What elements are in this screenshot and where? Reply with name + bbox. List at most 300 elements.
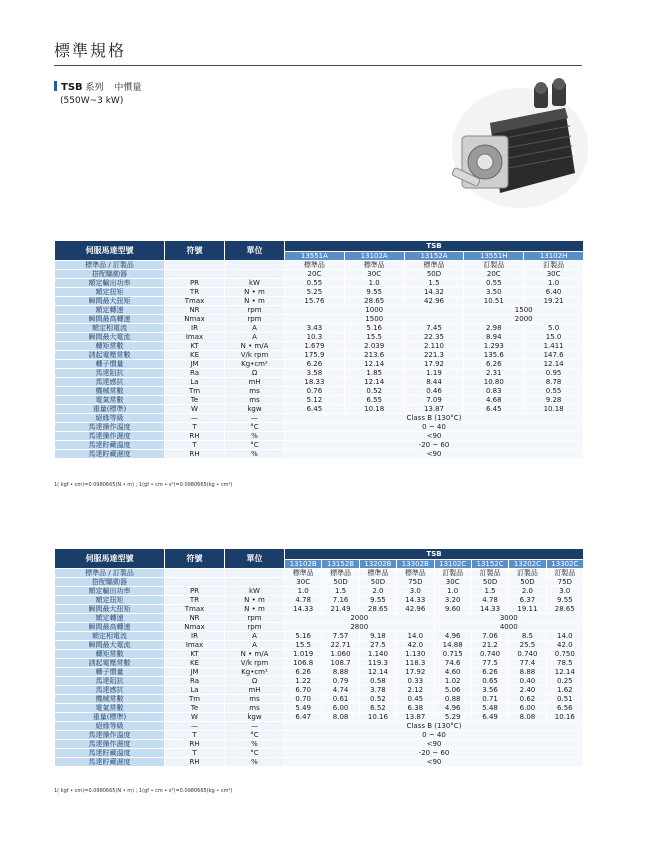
row-label: 瞬間最大扭矩: [55, 297, 165, 306]
series-heading: [54, 80, 141, 106]
model-name: 13102A: [344, 252, 404, 261]
row-symbol: Ra: [165, 369, 225, 378]
row-value: 標準品: [322, 569, 359, 578]
row-value: 1.0: [524, 279, 584, 288]
row-value: 28.65: [546, 605, 583, 614]
row-value: -20 ~ 60: [285, 749, 584, 758]
row-value: 0.58: [359, 677, 396, 686]
row-unit: kW: [225, 587, 285, 596]
row-value: 標準品: [344, 261, 404, 270]
row-value: 30C: [285, 578, 322, 587]
row-value: 6.38: [397, 704, 434, 713]
row-value: 10.16: [359, 713, 396, 722]
page-title: 標準規格: [54, 41, 127, 60]
row-unit: rpm: [225, 614, 285, 623]
row-value: 1500: [464, 306, 584, 315]
spec-row: [55, 270, 584, 279]
row-value: 0.740: [471, 650, 508, 659]
row-value: 0.62: [509, 695, 546, 704]
row-symbol: JM: [165, 360, 225, 369]
row-symbol: [165, 270, 225, 279]
row-label: 重量(標準): [55, 713, 165, 722]
spec-row: [55, 722, 584, 731]
row-symbol: KT: [165, 342, 225, 351]
row-value: 9.55: [359, 596, 396, 605]
series-power-range: (550W~3 kW): [60, 96, 124, 106]
row-value: 6.45: [285, 405, 345, 414]
row-unit: N • m/A: [225, 650, 285, 659]
row-value: 0.55: [524, 387, 584, 396]
row-value: 28.65: [359, 605, 396, 614]
row-value: 0.76: [285, 387, 345, 396]
row-value: 1.5: [322, 587, 359, 596]
row-symbol: Nmax: [165, 315, 225, 324]
row-value: 1.679: [285, 342, 345, 351]
row-unit: —: [225, 414, 285, 423]
row-value: 118.3: [397, 659, 434, 668]
spec-row: [55, 324, 584, 333]
row-value: 2.12: [397, 686, 434, 695]
row-value: 6.40: [524, 288, 584, 297]
row-unit: ms: [225, 387, 285, 396]
row-value: 7.16: [322, 596, 359, 605]
row-value: 1.22: [285, 677, 322, 686]
row-unit: A: [225, 641, 285, 650]
row-symbol: T: [165, 749, 225, 758]
row-value: 0.55: [464, 279, 524, 288]
row-value: 1.140: [359, 650, 396, 659]
row-value: 9.55: [344, 288, 404, 297]
row-value: 5.49: [285, 704, 322, 713]
row-value: 0 ~ 40: [285, 423, 584, 432]
row-symbol: W: [165, 713, 225, 722]
row-value: 1.0: [434, 587, 471, 596]
row-value: 12.14: [344, 378, 404, 387]
row-value: 0.740: [509, 650, 546, 659]
model-name: 13102H: [524, 252, 584, 261]
row-symbol: TR: [165, 288, 225, 297]
spec-row: [55, 315, 584, 324]
row-value: 0.40: [509, 677, 546, 686]
header-group-label: TSB: [285, 241, 584, 252]
row-unit: ms: [225, 695, 285, 704]
row-value: 8.44: [404, 378, 464, 387]
spec-row: [55, 569, 584, 578]
row-value: 6.26: [464, 360, 524, 369]
spec-row: [55, 740, 584, 749]
row-label: 絕緣等級: [55, 722, 165, 731]
row-label: 搭配驅動器: [55, 270, 165, 279]
spec-row: [55, 731, 584, 740]
row-value: 50D: [322, 578, 359, 587]
row-value: 5.06: [434, 686, 471, 695]
row-value: 3.58: [285, 369, 345, 378]
row-value: 0.88: [434, 695, 471, 704]
row-value: Class B (130°C): [285, 414, 584, 423]
spec-row: [55, 686, 584, 695]
row-value: 0.95: [524, 369, 584, 378]
row-symbol: Tm: [165, 695, 225, 704]
spec-row: [55, 605, 584, 614]
row-value: 標準品: [404, 261, 464, 270]
row-label: 機械常數: [55, 695, 165, 704]
row-value: 0.750: [546, 650, 583, 659]
row-value: 6.56: [546, 704, 583, 713]
row-unit: °C: [225, 441, 285, 450]
row-symbol: RH: [165, 740, 225, 749]
row-value: 5.48: [471, 704, 508, 713]
spec-row: [55, 713, 584, 722]
row-value: 0.71: [471, 695, 508, 704]
row-unit: —: [225, 722, 285, 731]
row-value: 0.52: [359, 695, 396, 704]
model-name: 13102B: [285, 560, 322, 569]
model-name: 13302C: [546, 560, 583, 569]
row-symbol: Imax: [165, 333, 225, 342]
row-value: 135.6: [464, 351, 524, 360]
row-symbol: Te: [165, 704, 225, 713]
row-unit: N • m: [225, 288, 285, 297]
row-label: 瞬間最大電流: [55, 333, 165, 342]
row-symbol: [165, 578, 225, 587]
row-value: 4000: [434, 623, 584, 632]
row-value: 1.130: [397, 650, 434, 659]
row-value: 175.9: [285, 351, 345, 360]
row-symbol: T: [165, 731, 225, 740]
page-header: [54, 38, 582, 66]
row-value: 4.96: [434, 632, 471, 641]
row-value: 50D: [359, 578, 396, 587]
row-value: 6.55: [344, 396, 404, 405]
row-unit: [225, 578, 285, 587]
header-model-label: 伺服馬達型號: [55, 549, 165, 569]
row-symbol: [165, 569, 225, 578]
row-value: 3.78: [359, 686, 396, 695]
row-value: 標準品: [285, 569, 322, 578]
row-value: 6.26: [285, 360, 345, 369]
row-label: 瞬間最高轉速: [55, 623, 165, 632]
row-value: 2.0: [509, 587, 546, 596]
row-value: 0.45: [397, 695, 434, 704]
row-symbol: Tm: [165, 387, 225, 396]
row-value: 12.14: [546, 668, 583, 677]
row-value: 7.57: [322, 632, 359, 641]
row-unit: %: [225, 758, 285, 767]
spec-row: [55, 650, 584, 659]
row-value: 3000: [434, 614, 584, 623]
row-value: 訂製品: [471, 569, 508, 578]
row-unit: rpm: [225, 315, 285, 324]
row-value: 8.5: [509, 632, 546, 641]
row-value: 6.47: [285, 713, 322, 722]
row-unit: A: [225, 333, 285, 342]
row-value: 1.85: [344, 369, 404, 378]
row-symbol: PR: [165, 587, 225, 596]
row-value: 50D: [404, 270, 464, 279]
row-label: 搭配驅動器: [55, 578, 165, 587]
row-value: 14.33: [471, 605, 508, 614]
row-value: 4.78: [285, 596, 322, 605]
row-value: <90: [285, 758, 584, 767]
row-value: 30C: [434, 578, 471, 587]
row-unit: A: [225, 324, 285, 333]
row-value: 1.060: [322, 650, 359, 659]
row-value: 42.96: [404, 297, 464, 306]
row-value: 19.21: [524, 297, 584, 306]
row-symbol: KE: [165, 659, 225, 668]
row-value: 42.0: [546, 641, 583, 650]
row-value: 25.5: [509, 641, 546, 650]
row-value: 1.293: [464, 342, 524, 351]
row-symbol: IR: [165, 632, 225, 641]
row-value: 0.25: [546, 677, 583, 686]
row-unit: %: [225, 450, 285, 459]
row-value: 0.51: [546, 695, 583, 704]
unit-footnote-1: 1( kgf • cm)=0.0980665(N • m) ; 1(gf • cm • s²)=0.0980665(kg • cm²): [54, 482, 233, 488]
row-value: 1.5: [404, 279, 464, 288]
model-name: 13551A: [285, 252, 345, 261]
spec-row: [55, 387, 584, 396]
servo-motor-image: [450, 78, 590, 218]
spec-row: [55, 749, 584, 758]
spec-row: [55, 423, 584, 432]
row-value: 18.33: [285, 378, 345, 387]
row-symbol: T: [165, 441, 225, 450]
row-value: 42.96: [397, 605, 434, 614]
row-value: 2.110: [404, 342, 464, 351]
row-label: 馬達操作溫度: [55, 423, 165, 432]
row-label: 馬達感抗: [55, 686, 165, 695]
row-unit: V/k rpm: [225, 659, 285, 668]
row-label: 標準品 / 訂製品: [55, 569, 165, 578]
row-value: 6.45: [464, 405, 524, 414]
row-symbol: Ra: [165, 677, 225, 686]
row-value: 2.31: [464, 369, 524, 378]
row-value: 10.16: [546, 713, 583, 722]
row-symbol: RH: [165, 450, 225, 459]
row-label: 馬達貯藏溫度: [55, 749, 165, 758]
row-value: 30C: [524, 270, 584, 279]
row-value: 1.0: [285, 587, 322, 596]
spec-row: [55, 758, 584, 767]
spec-row: [55, 432, 584, 441]
spec-row: [55, 596, 584, 605]
row-value: 10.18: [344, 405, 404, 414]
header-group-label: TSB: [285, 549, 584, 560]
row-symbol: RH: [165, 758, 225, 767]
row-value: Class B (130°C): [285, 722, 584, 731]
row-value: 訂製品: [546, 569, 583, 578]
row-value: 20C: [464, 270, 524, 279]
row-value: 2800: [285, 623, 435, 632]
row-value: 75D: [546, 578, 583, 587]
row-symbol: Te: [165, 396, 225, 405]
row-symbol: NR: [165, 306, 225, 315]
row-symbol: TR: [165, 596, 225, 605]
row-value: 1500: [285, 315, 464, 324]
row-unit: Ω: [225, 677, 285, 686]
model-name: 13202C: [509, 560, 546, 569]
row-value: 標準品: [285, 261, 345, 270]
model-name: 13551H: [464, 252, 524, 261]
row-value: 74.6: [434, 659, 471, 668]
row-value: 5.29: [434, 713, 471, 722]
row-value: 4.60: [434, 668, 471, 677]
row-value: 0.83: [464, 387, 524, 396]
row-value: 28.65: [344, 297, 404, 306]
row-value: 14.0: [397, 632, 434, 641]
row-label: 額定相電流: [55, 632, 165, 641]
row-value: 14.32: [404, 288, 464, 297]
row-value: 14.88: [434, 641, 471, 650]
row-value: 10.18: [524, 405, 584, 414]
spec-row: [55, 578, 584, 587]
row-unit: Ω: [225, 369, 285, 378]
spec-row: [55, 441, 584, 450]
row-label: 電氣常數: [55, 704, 165, 713]
row-value: 3.0: [546, 587, 583, 596]
row-value: 1.019: [285, 650, 322, 659]
header-unit-label: 單位: [225, 549, 285, 569]
row-unit: Kg•cm²: [225, 668, 285, 677]
row-unit: kgw: [225, 405, 285, 414]
row-unit: ms: [225, 396, 285, 405]
row-label: 額定扭矩: [55, 288, 165, 297]
row-label: 轉子慣量: [55, 360, 165, 369]
spec-row: [55, 297, 584, 306]
row-unit: rpm: [225, 306, 285, 315]
row-symbol: —: [165, 414, 225, 423]
row-unit: N • m: [225, 596, 285, 605]
row-value: 標準品: [359, 569, 396, 578]
row-label: 轉子慣量: [55, 668, 165, 677]
row-value: 21.2: [471, 641, 508, 650]
row-value: 7.09: [404, 396, 464, 405]
model-name: 13152A: [404, 252, 464, 261]
row-label: 馬達貯藏濕度: [55, 758, 165, 767]
series-inertia: 中慣量: [114, 83, 142, 93]
row-label: 重量(標準): [55, 405, 165, 414]
row-unit: %: [225, 432, 285, 441]
row-value: 2.039: [344, 342, 404, 351]
row-value: 77.4: [509, 659, 546, 668]
row-value: 0.79: [322, 677, 359, 686]
row-value: 108.7: [322, 659, 359, 668]
row-symbol: KT: [165, 650, 225, 659]
spec-row: [55, 342, 584, 351]
row-value: 78.5: [546, 659, 583, 668]
spec-row: [55, 623, 584, 632]
spec-row: [55, 369, 584, 378]
row-value: 訂製品: [524, 261, 584, 270]
header-symbol-label: 符號: [165, 549, 225, 569]
spec-table-1: [54, 240, 584, 459]
row-value: 1.19: [404, 369, 464, 378]
row-value: 3.0: [397, 587, 434, 596]
row-symbol: PR: [165, 279, 225, 288]
row-value: 1.411: [524, 342, 584, 351]
row-value: 7.06: [471, 632, 508, 641]
row-unit: ms: [225, 704, 285, 713]
row-value: 6.49: [471, 713, 508, 722]
row-symbol: T: [165, 423, 225, 432]
row-value: 12.14: [344, 360, 404, 369]
spec-row: [55, 587, 584, 596]
row-value: 0.46: [404, 387, 464, 396]
model-name: 13202B: [359, 560, 396, 569]
model-name: 13152C: [471, 560, 508, 569]
row-value: 訂製品: [509, 569, 546, 578]
row-value: 3.50: [464, 288, 524, 297]
row-value: 1.02: [434, 677, 471, 686]
header-unit-label: 單位: [225, 241, 285, 261]
row-value: 9.28: [524, 396, 584, 405]
row-value: 15.5: [344, 333, 404, 342]
row-value: 3.20: [434, 596, 471, 605]
row-value: 13.87: [404, 405, 464, 414]
spec-row: [55, 306, 584, 315]
spec-row: [55, 414, 584, 423]
spec-row: [55, 405, 584, 414]
row-value: 6.52: [359, 704, 396, 713]
row-symbol: Tmax: [165, 605, 225, 614]
row-value: 17.92: [404, 360, 464, 369]
row-label: 電氣常數: [55, 396, 165, 405]
row-value: 4.68: [464, 396, 524, 405]
row-value: 6.26: [285, 668, 322, 677]
row-unit: [225, 261, 285, 270]
row-value: 5.16: [344, 324, 404, 333]
row-symbol: JM: [165, 668, 225, 677]
row-value: 5.12: [285, 396, 345, 405]
row-symbol: La: [165, 686, 225, 695]
row-value: 9.55: [546, 596, 583, 605]
row-value: 0 ~ 40: [285, 731, 584, 740]
row-symbol: —: [165, 722, 225, 731]
row-value: 1.5: [471, 587, 508, 596]
row-value: 22.35: [404, 333, 464, 342]
row-value: 221.3: [404, 351, 464, 360]
row-value: 訂製品: [434, 569, 471, 578]
row-value: 3.56: [471, 686, 508, 695]
row-label: 瞬間最大電流: [55, 641, 165, 650]
spec-row: [55, 288, 584, 297]
row-unit: V/k rpm: [225, 351, 285, 360]
series-marker: [54, 81, 57, 91]
row-symbol: W: [165, 405, 225, 414]
row-label: 馬達貯藏溫度: [55, 441, 165, 450]
row-symbol: [165, 261, 225, 270]
row-label: 馬達阻抗: [55, 369, 165, 378]
row-symbol: IR: [165, 324, 225, 333]
row-label: 額定輸出功率: [55, 587, 165, 596]
spec-row: [55, 450, 584, 459]
row-value: <90: [285, 740, 584, 749]
row-value: 14.33: [285, 605, 322, 614]
row-unit: °C: [225, 749, 285, 758]
row-label: 額定轉速: [55, 614, 165, 623]
row-value: 119.3: [359, 659, 396, 668]
row-label: 誘起電壓常數: [55, 351, 165, 360]
series-suffix: 系列: [85, 83, 104, 93]
row-unit: [225, 569, 285, 578]
spec-row: [55, 704, 584, 713]
row-value: <90: [285, 432, 584, 441]
table-header-row: [55, 241, 584, 252]
model-name: 13302B: [397, 560, 434, 569]
row-value: 1.0: [344, 279, 404, 288]
spec-row: [55, 279, 584, 288]
